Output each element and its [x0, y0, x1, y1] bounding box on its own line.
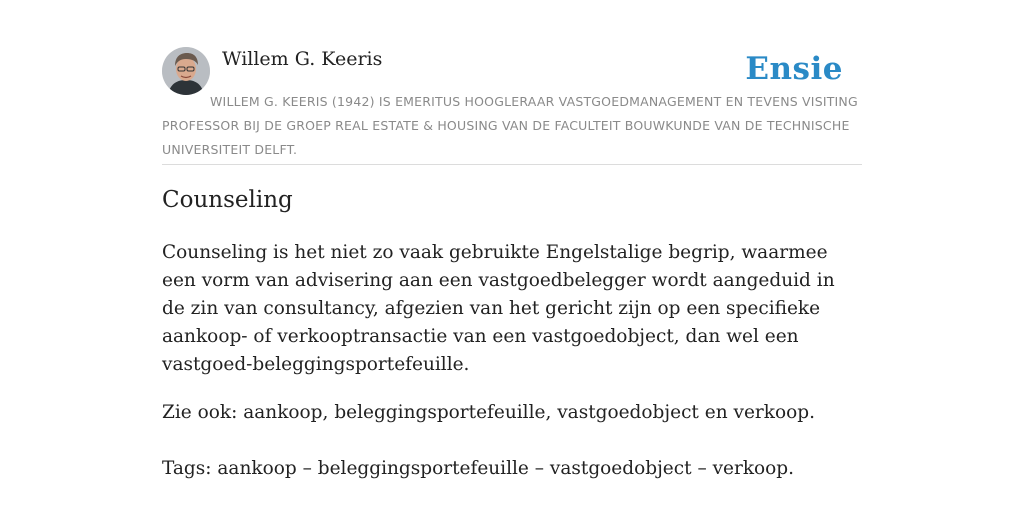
article-body: [162, 239, 862, 379]
tag-separator: –: [302, 458, 312, 479]
page-content: [162, 46, 862, 479]
see-also-separator: ,: [545, 402, 552, 423]
see-also-link[interactable]: verkoop: [733, 402, 810, 423]
tag-separator: –: [697, 458, 707, 479]
tags-end: .: [788, 458, 795, 479]
see-also-link[interactable]: vastgoedobject: [557, 402, 699, 423]
author-name[interactable]: Willem G. Keeris: [222, 48, 383, 70]
author-header: [162, 46, 862, 165]
tag-link[interactable]: vastgoedobject: [549, 458, 692, 479]
author-photo: [162, 47, 210, 95]
see-also-conjunction: en: [704, 402, 728, 423]
see-also-link[interactable]: aankoop: [243, 402, 323, 423]
see-also-link[interactable]: beleggingsportefeuille: [334, 402, 546, 423]
see-also: [162, 399, 815, 427]
see-also-separator: ,: [322, 402, 329, 423]
article-title: Counseling: [162, 187, 293, 213]
ensie-logo[interactable]: Ensie: [745, 51, 843, 87]
article-paragraph: Counseling is het niet zo vaak gebruikte Engelstalige begrip, waarmee een vorm van advisering aan een vastgoedbelegger wordt aangeduid in de zin van consultancy, afgezien van het gericht zijn op een specifieke aankoop- of verkooptransactie van een vastgoedobject, dan wel een vastgoed-beleggingsportefeuille.: [162, 242, 835, 375]
tag-link[interactable]: beleggingsportefeuille: [317, 458, 529, 479]
tag-link[interactable]: verkoop: [712, 458, 789, 479]
tag-separator: –: [534, 458, 545, 479]
author-bio: WILLEM G. KEERIS (1942) IS EMERITUS HOOGLERAAR VASTGOEDMANAGEMENT EN TEVENS VISITING PROFESSOR BIJ DE GROEP REAL ESTATE & HOUSING VAN DE FACULTEIT BOUWKUNDE VAN DE TECHNISCHE UNIVERSITEIT DELFT.: [162, 94, 858, 157]
author-avatar[interactable]: [162, 47, 210, 95]
tag-link[interactable]: aankoop: [217, 458, 297, 479]
tags-label: Tags:: [162, 458, 212, 479]
see-also-end: .: [809, 402, 815, 423]
see-also-label: Zie ook:: [162, 402, 238, 423]
tags: [162, 455, 794, 483]
